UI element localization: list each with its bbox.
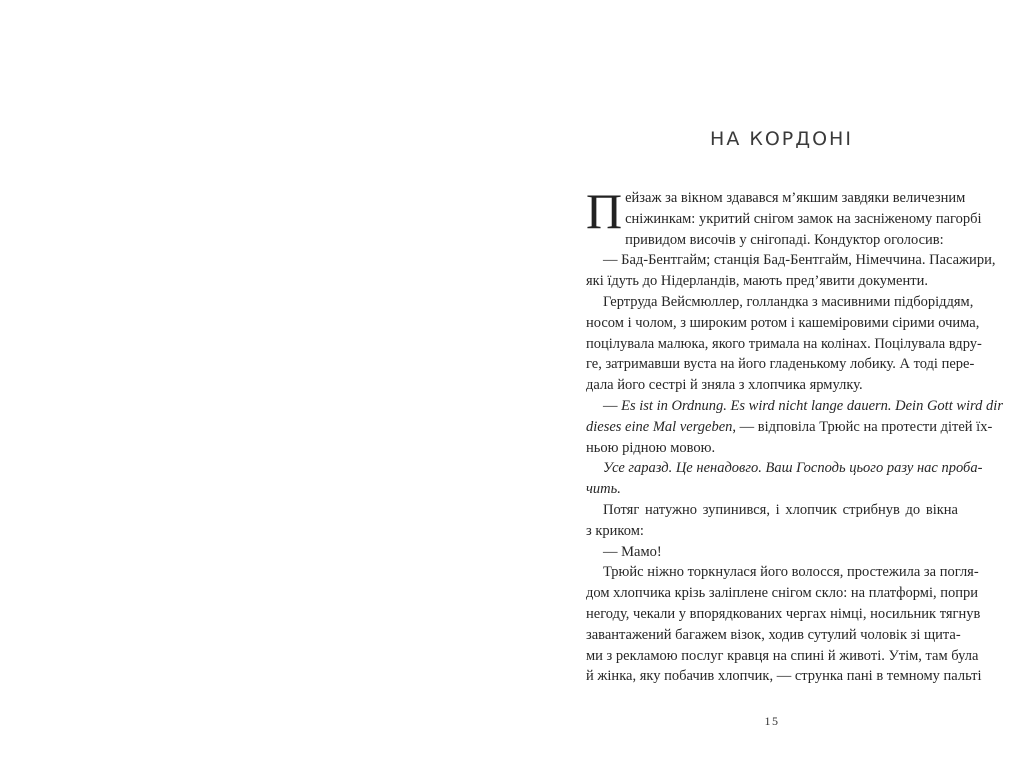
drop-cap: П	[586, 183, 623, 239]
text-line: привидом височів у снігопаді. Кондуктор оголосив:	[625, 231, 944, 248]
text-line: й жінка, яку побачив хлопчик, — струнка пані в темному пальті	[586, 668, 982, 685]
text-segment: , — відповіла Трюйс на протести дітей їх-	[732, 418, 993, 435]
text-line: чить.	[586, 481, 621, 498]
dash: —	[603, 397, 622, 414]
text-line: негоду, чекали у впорядкованих чергах німці, носильник тягнув	[586, 605, 981, 622]
text-line: з криком:	[586, 522, 644, 539]
chapter-title: НА КОРДОНІ	[710, 128, 853, 150]
right-page	[512, 0, 1024, 767]
text-line: ге, затримавши вуста на його гладенькому лобику. А тоді пере-	[586, 356, 975, 373]
text-line: Трюйс ніжно торкнулася його волосся, простежила за погля-	[603, 564, 979, 581]
text-line: — Бад-Бентгайм; станція Бад-Бентгайм, Німеччина. Пасажири,	[603, 252, 996, 269]
text-line: Потяг натужно зупинився, і хлопчик стрибнув до вікна	[603, 501, 958, 518]
page-number: 15	[764, 714, 780, 728]
body-text	[586, 183, 1003, 687]
text-line: носом і чолом, з широким ротом і кашеміровими сірими очима,	[586, 314, 980, 331]
text-line: Усе гаразд. Це ненадовго. Ваш Господь цього разу нас проба-	[603, 460, 983, 477]
text-line: дала його сестрі й зняла з хлопчика ярмулку.	[586, 377, 863, 394]
text-line	[586, 396, 1003, 417]
text-line: ми з рекламою послуг кравця на спині й животі. Утім, там була	[586, 647, 979, 664]
text-line: ейзаж за вікном здавався м’якшим завдяки величезним	[625, 190, 966, 206]
text-line: поцілувала малюка, якого тримала на колінах. Поцілувала вдру-	[586, 335, 982, 352]
text-line: — Мамо!	[603, 543, 662, 560]
italic-text: Es ist in Ordnung. Es wird nicht lange dauern. Dein Gott wird dir	[621, 397, 1003, 414]
italic-text: dieses eine Mal vergeben	[586, 418, 733, 435]
text-line: дом хлопчика крізь заліплене снігом скло: на платформі, попри	[586, 585, 979, 602]
text-line: завантажений багажем візок, ходив сутулий чоловік зі щита-	[586, 626, 961, 643]
text-line	[586, 417, 993, 438]
text-line: ньою рідною мовою.	[586, 439, 716, 456]
text-line: які їдуть до Нідерландів, мають пред’явити документи.	[586, 273, 928, 290]
text-line: Гертруда Вейсмюллер, голландка з масивними підборіддям,	[603, 293, 974, 310]
text-line: сніжинкам: укритий снігом замок на засніженому пагорбі	[625, 210, 982, 227]
